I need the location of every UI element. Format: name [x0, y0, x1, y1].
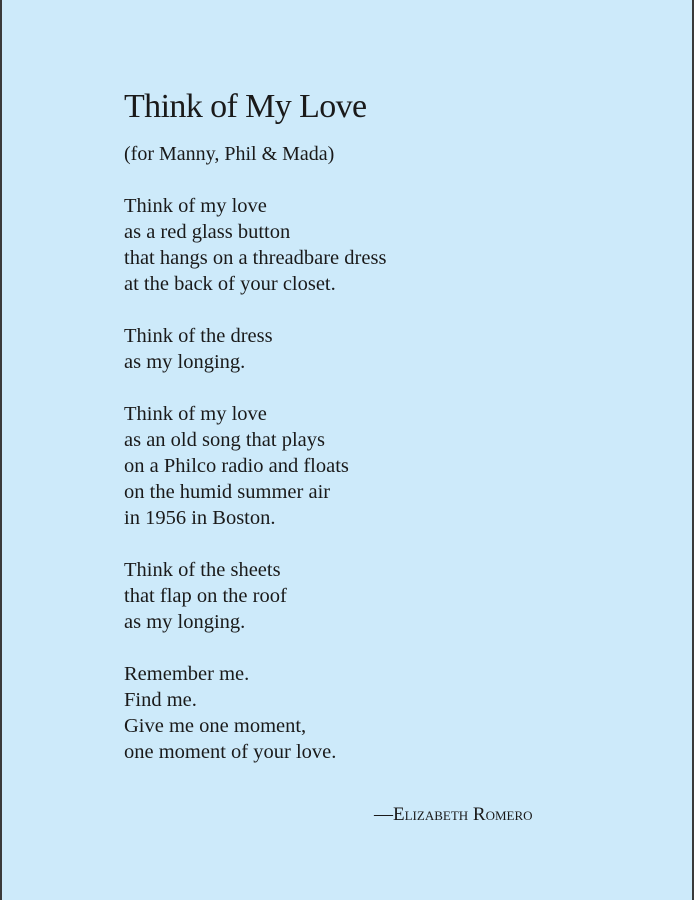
poem-line: Remember me.	[124, 663, 250, 685]
poem-line: Think of my love	[124, 195, 267, 217]
stanza-4	[124, 557, 386, 635]
stanza-1	[124, 193, 386, 297]
poem-line: in 1956 in Boston.	[124, 507, 276, 529]
poem-line: Think of the dress	[124, 325, 273, 347]
poem-line: on the humid summer air	[124, 481, 331, 503]
poem-line: as my longing.	[124, 351, 246, 373]
poem-line: one moment of your love.	[124, 741, 337, 763]
poem-line: Find me.	[124, 689, 197, 711]
poem-line: on a Philco radio and floats	[124, 455, 349, 477]
stanza-3	[124, 401, 386, 531]
poem-body	[124, 193, 386, 791]
poem-title: Think of My Love	[124, 88, 367, 125]
stanza-5	[124, 661, 386, 765]
poem-line: as an old song that plays	[124, 429, 325, 451]
poem-line: Give me one moment,	[124, 715, 307, 737]
poem-line: at the back of your closet.	[124, 273, 336, 295]
poem-author: —Elizabeth Romero	[374, 804, 533, 825]
poem-line: Think of my love	[124, 403, 267, 425]
poem-line: Think of the sheets	[124, 559, 281, 581]
poem-dedication: (for Manny, Phil & Mada)	[124, 143, 335, 165]
stanza-2	[124, 323, 386, 375]
poem-line: as a red glass button	[124, 221, 291, 243]
poem-line: as my longing.	[124, 611, 246, 633]
poem-line: that hangs on a threadbare dress	[124, 247, 387, 269]
poem-line: that flap on the roof	[124, 585, 287, 607]
